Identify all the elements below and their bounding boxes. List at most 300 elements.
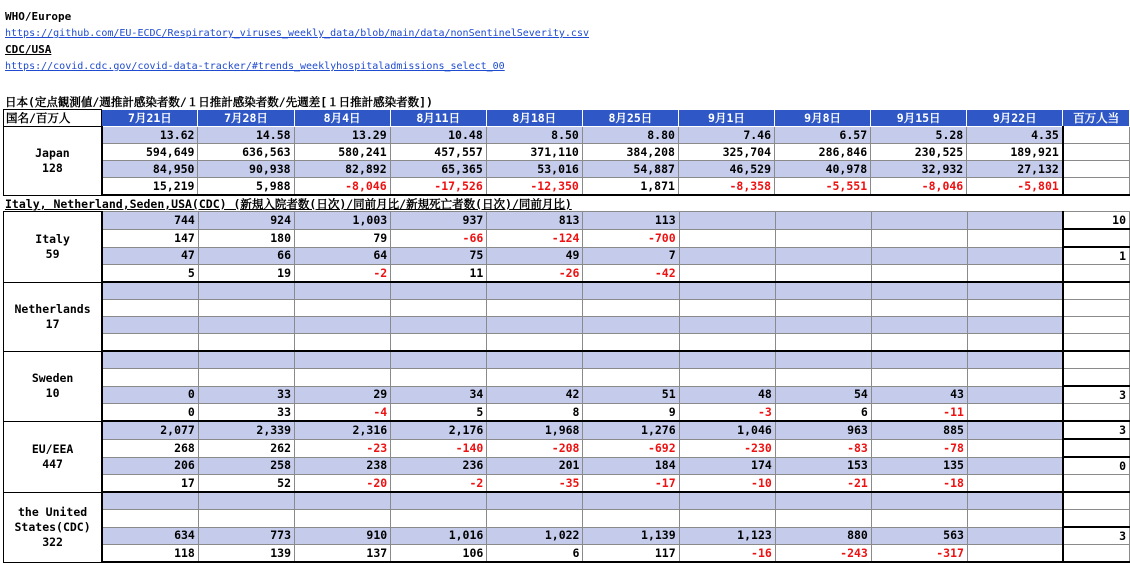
value-cell: -83 xyxy=(775,439,871,457)
value-cell: 0 xyxy=(102,386,198,404)
country-population: 322 xyxy=(42,534,63,549)
per-million-cell xyxy=(1063,161,1130,178)
value-cell xyxy=(102,300,198,317)
value-cell: -16 xyxy=(679,545,775,563)
value-cell xyxy=(295,334,391,352)
value-cell xyxy=(775,351,871,369)
table-row xyxy=(4,527,1130,545)
value-cell: 7 xyxy=(583,247,679,265)
value-cell: 13.29 xyxy=(294,127,390,144)
value-cell: 924 xyxy=(198,212,294,230)
value-cell: 1,003 xyxy=(295,212,391,230)
value-cell: -700 xyxy=(583,229,679,247)
value-cell xyxy=(295,300,391,317)
value-cell: 5 xyxy=(102,265,198,283)
header-row xyxy=(4,110,1130,127)
value-cell: 40,978 xyxy=(775,161,871,178)
country-name: the United xyxy=(17,504,88,519)
value-cell xyxy=(775,334,871,352)
value-cell xyxy=(391,282,487,300)
value-cell xyxy=(487,334,583,352)
value-cell: 384,208 xyxy=(582,144,678,161)
value-cell: 34 xyxy=(391,386,487,404)
table-row xyxy=(4,369,1130,387)
value-cell xyxy=(102,351,198,369)
value-cell: -18 xyxy=(871,475,967,493)
value-cell: 238 xyxy=(295,457,391,475)
value-cell: 594,649 xyxy=(102,144,198,161)
value-cell: 1,016 xyxy=(391,527,487,545)
who-link[interactable]: https://github.com/EU-ECDC/Respiratory_viruses_weekly_data/blob/main/data/nonSentinelSeverity.csv xyxy=(5,28,589,39)
value-cell xyxy=(967,404,1063,422)
value-cell: 258 xyxy=(198,457,294,475)
value-cell: 153 xyxy=(775,457,871,475)
value-cell: 75 xyxy=(391,247,487,265)
value-cell xyxy=(679,265,775,283)
per-million-cell xyxy=(1063,334,1129,352)
value-cell xyxy=(871,265,967,283)
table-row xyxy=(4,161,1130,178)
value-cell xyxy=(583,351,679,369)
table-row xyxy=(4,212,1130,230)
value-cell xyxy=(391,492,487,510)
value-cell: 2,176 xyxy=(391,421,487,439)
value-cell: 117 xyxy=(583,545,679,563)
value-cell: -692 xyxy=(583,439,679,457)
value-cell xyxy=(487,317,583,334)
value-cell xyxy=(967,334,1063,352)
value-cell: 9 xyxy=(583,404,679,422)
value-cell: 42 xyxy=(487,386,583,404)
value-cell xyxy=(391,351,487,369)
date-header: 8月11日 xyxy=(390,110,486,127)
value-cell: 53,016 xyxy=(486,161,582,178)
value-cell: 1,871 xyxy=(582,178,678,196)
japan-table xyxy=(3,109,1130,196)
value-cell: -317 xyxy=(871,545,967,563)
value-cell: 19 xyxy=(198,265,294,283)
value-cell: 189,921 xyxy=(967,144,1063,161)
country-population: 17 xyxy=(45,316,60,331)
country-population: 59 xyxy=(45,246,60,261)
value-cell: 51 xyxy=(583,386,679,404)
country-name: Sweden xyxy=(31,371,74,385)
value-cell: 33 xyxy=(198,386,294,404)
country-name: States(CDC) xyxy=(14,519,91,534)
value-cell xyxy=(967,527,1063,545)
table-row xyxy=(4,386,1130,404)
value-cell xyxy=(871,247,967,265)
value-cell xyxy=(775,229,871,247)
value-cell: 48 xyxy=(679,386,775,404)
per-million-cell: 1 xyxy=(1063,247,1129,265)
value-cell xyxy=(583,369,679,387)
value-cell: 2,316 xyxy=(295,421,391,439)
per-million-cell xyxy=(1063,317,1129,334)
value-cell xyxy=(967,492,1063,510)
value-cell xyxy=(487,351,583,369)
country-cell-sweden xyxy=(4,351,103,421)
value-cell: 11 xyxy=(391,265,487,283)
value-cell: 6 xyxy=(775,404,871,422)
per-million-cell xyxy=(1063,282,1129,300)
value-cell xyxy=(967,510,1063,528)
value-cell xyxy=(391,510,487,528)
date-header: 7月21日 xyxy=(102,110,198,127)
value-cell: -12,350 xyxy=(486,178,582,196)
value-cell: 580,241 xyxy=(294,144,390,161)
value-cell xyxy=(967,229,1063,247)
table-row xyxy=(4,404,1130,422)
value-cell: -3 xyxy=(679,404,775,422)
value-cell: -10 xyxy=(679,475,775,493)
value-cell: 773 xyxy=(198,527,294,545)
value-cell xyxy=(967,475,1063,493)
value-cell xyxy=(967,457,1063,475)
country-cell-japan xyxy=(4,127,102,196)
value-cell: 262 xyxy=(198,439,294,457)
per-million-cell xyxy=(1063,229,1129,247)
value-cell: -124 xyxy=(487,229,583,247)
value-cell xyxy=(295,351,391,369)
value-cell: 180 xyxy=(198,229,294,247)
cdc-link[interactable]: https://covid.cdc.gov/covid-data-tracker/#trends_weeklyhospitaladmissions_select_00 xyxy=(5,61,505,72)
value-cell xyxy=(775,510,871,528)
value-cell: -2 xyxy=(295,265,391,283)
value-cell xyxy=(295,317,391,334)
per-million-cell: 0 xyxy=(1063,457,1129,475)
per-million-header: 百万人当 xyxy=(1063,110,1130,127)
value-cell: 963 xyxy=(775,421,871,439)
value-cell: 118 xyxy=(102,545,198,563)
value-cell xyxy=(487,369,583,387)
value-cell: 46,529 xyxy=(678,161,774,178)
table-row xyxy=(4,492,1130,510)
value-cell xyxy=(967,265,1063,283)
value-cell xyxy=(967,545,1063,563)
value-cell xyxy=(198,492,294,510)
value-cell: -23 xyxy=(295,439,391,457)
value-cell: 184 xyxy=(583,457,679,475)
value-cell: -230 xyxy=(679,439,775,457)
per-million-cell xyxy=(1063,300,1129,317)
value-cell: 813 xyxy=(487,212,583,230)
value-cell xyxy=(871,334,967,352)
date-header: 9月8日 xyxy=(775,110,871,127)
value-cell xyxy=(967,421,1063,439)
date-header: 9月15日 xyxy=(871,110,967,127)
value-cell xyxy=(391,300,487,317)
value-cell: 744 xyxy=(102,212,198,230)
value-cell: 54 xyxy=(775,386,871,404)
value-cell: 6 xyxy=(487,545,583,563)
value-cell: 880 xyxy=(775,527,871,545)
per-million-cell: 3 xyxy=(1063,527,1129,545)
value-cell xyxy=(967,300,1063,317)
value-cell: 65,365 xyxy=(390,161,486,178)
date-header: 9月1日 xyxy=(678,110,774,127)
value-cell: 15,219 xyxy=(102,178,198,196)
value-cell xyxy=(198,317,294,334)
per-million-cell xyxy=(1063,439,1129,457)
value-cell xyxy=(583,334,679,352)
value-cell: 135 xyxy=(871,457,967,475)
value-cell xyxy=(583,510,679,528)
value-cell: 33 xyxy=(198,404,294,422)
cdc-label: CDC/USA xyxy=(5,43,52,56)
country-name: EU/EEA xyxy=(31,441,74,456)
table-row xyxy=(4,334,1130,352)
value-cell xyxy=(198,510,294,528)
value-cell: 0 xyxy=(102,404,198,422)
value-cell xyxy=(775,282,871,300)
table-row xyxy=(4,247,1130,265)
table-row xyxy=(4,229,1130,247)
table-row xyxy=(4,421,1130,439)
country-cell-eueea xyxy=(4,421,103,492)
value-cell: -21 xyxy=(775,475,871,493)
value-cell xyxy=(967,212,1063,230)
per-million-cell xyxy=(1063,404,1129,422)
value-cell xyxy=(391,317,487,334)
value-cell xyxy=(679,300,775,317)
value-cell: 32,932 xyxy=(871,161,967,178)
value-cell xyxy=(487,510,583,528)
country-name: Japan xyxy=(35,145,70,160)
value-cell: 113 xyxy=(583,212,679,230)
per-million-cell xyxy=(1063,178,1130,196)
country-name: Italy xyxy=(35,231,70,246)
value-cell: 13.62 xyxy=(102,127,198,144)
value-cell: -4 xyxy=(295,404,391,422)
value-cell xyxy=(871,212,967,230)
value-cell xyxy=(487,300,583,317)
value-cell: -5,551 xyxy=(775,178,871,196)
value-cell xyxy=(871,282,967,300)
value-cell xyxy=(775,492,871,510)
value-cell xyxy=(679,369,775,387)
value-cell xyxy=(583,282,679,300)
value-cell: 201 xyxy=(487,457,583,475)
value-cell: 910 xyxy=(295,527,391,545)
value-cell: -11 xyxy=(871,404,967,422)
value-cell: 4.35 xyxy=(967,127,1063,144)
per-million-cell: 3 xyxy=(1063,386,1129,404)
table-row xyxy=(4,127,1130,144)
value-cell: 1,123 xyxy=(679,527,775,545)
value-cell: -243 xyxy=(775,545,871,563)
value-cell: 1,022 xyxy=(487,527,583,545)
value-cell: 636,563 xyxy=(198,144,294,161)
value-cell xyxy=(679,510,775,528)
table-row xyxy=(4,351,1130,369)
value-cell xyxy=(679,317,775,334)
value-cell xyxy=(102,282,198,300)
value-cell: 139 xyxy=(198,545,294,563)
value-cell xyxy=(967,282,1063,300)
value-cell: 17 xyxy=(102,475,198,493)
value-cell xyxy=(775,300,871,317)
value-cell: 79 xyxy=(295,229,391,247)
value-cell xyxy=(295,282,391,300)
value-cell xyxy=(967,386,1063,404)
country-cell-usa xyxy=(4,492,103,562)
value-cell xyxy=(102,369,198,387)
value-cell: 5.28 xyxy=(871,127,967,144)
table-row xyxy=(4,282,1130,300)
value-cell xyxy=(967,351,1063,369)
value-cell xyxy=(967,317,1063,334)
per-million-cell: 3 xyxy=(1063,421,1129,439)
who-label: WHO/Europe xyxy=(5,10,72,23)
value-cell: 29 xyxy=(295,386,391,404)
country-cell-italy xyxy=(4,212,103,283)
value-cell xyxy=(198,282,294,300)
value-cell xyxy=(871,300,967,317)
table-row xyxy=(4,439,1130,457)
value-cell: -17,526 xyxy=(390,178,486,196)
value-cell: 82,892 xyxy=(294,161,390,178)
per-million-cell: 10 xyxy=(1063,212,1129,230)
value-cell: 54,887 xyxy=(582,161,678,178)
value-cell: 49 xyxy=(487,247,583,265)
value-cell: 90,938 xyxy=(198,161,294,178)
country-cell-netherlands xyxy=(4,282,103,351)
table-row xyxy=(4,317,1130,334)
hospital-table-title: Italy, Netherland,Seden,USA(CDC) (新規入院者数(日次)/同前月比/新規死亡者数(日次)/同前月比) xyxy=(5,197,572,211)
japan-table-title: 日本(定点観測値/週推計感染者数/１日推計感染者数/先週差[１日推計感染者数]) xyxy=(5,95,433,109)
value-cell: 64 xyxy=(295,247,391,265)
value-cell: -208 xyxy=(487,439,583,457)
value-cell xyxy=(775,247,871,265)
hospital-admissions-table xyxy=(3,211,1130,563)
value-cell xyxy=(871,229,967,247)
value-cell xyxy=(775,369,871,387)
date-header: 8月25日 xyxy=(582,110,678,127)
value-cell: 5 xyxy=(391,404,487,422)
value-cell: 47 xyxy=(102,247,198,265)
table-row xyxy=(4,300,1130,317)
table-row xyxy=(4,144,1130,161)
value-cell: 6.57 xyxy=(775,127,871,144)
value-cell xyxy=(871,369,967,387)
value-cell xyxy=(871,317,967,334)
value-cell xyxy=(102,317,198,334)
per-million-cell xyxy=(1063,351,1129,369)
value-cell xyxy=(198,369,294,387)
value-cell xyxy=(871,351,967,369)
value-cell xyxy=(775,212,871,230)
value-cell xyxy=(391,334,487,352)
value-cell: 106 xyxy=(391,545,487,563)
value-cell: 286,846 xyxy=(775,144,871,161)
value-cell xyxy=(198,334,294,352)
value-cell: 371,110 xyxy=(486,144,582,161)
value-cell xyxy=(775,317,871,334)
value-cell: 52 xyxy=(198,475,294,493)
value-cell: 27,132 xyxy=(967,161,1063,178)
value-cell: -5,801 xyxy=(967,178,1063,196)
value-cell xyxy=(679,247,775,265)
value-cell: 236 xyxy=(391,457,487,475)
value-cell: 5,988 xyxy=(198,178,294,196)
date-header: 7月28日 xyxy=(198,110,294,127)
table-row xyxy=(4,545,1130,563)
value-cell xyxy=(967,369,1063,387)
value-cell xyxy=(295,369,391,387)
value-cell: -8,046 xyxy=(871,178,967,196)
country-population: 10 xyxy=(45,386,60,400)
value-cell xyxy=(583,492,679,510)
date-header: 9月22日 xyxy=(967,110,1063,127)
value-cell xyxy=(967,439,1063,457)
value-cell: 1,968 xyxy=(487,421,583,439)
country-header: 国名/百万人 xyxy=(4,110,102,127)
country-population: 447 xyxy=(42,456,63,471)
value-cell: 2,339 xyxy=(198,421,294,439)
value-cell: 14.58 xyxy=(198,127,294,144)
per-million-cell xyxy=(1063,127,1130,144)
country-population: 128 xyxy=(42,160,63,175)
value-cell xyxy=(295,510,391,528)
value-cell xyxy=(967,247,1063,265)
value-cell: 937 xyxy=(391,212,487,230)
value-cell: 885 xyxy=(871,421,967,439)
table-row xyxy=(4,178,1130,196)
value-cell xyxy=(871,492,967,510)
per-million-cell xyxy=(1063,545,1129,563)
value-cell: 174 xyxy=(679,457,775,475)
value-cell xyxy=(198,300,294,317)
value-cell: -20 xyxy=(295,475,391,493)
value-cell xyxy=(775,265,871,283)
value-cell: 10.48 xyxy=(390,127,486,144)
per-million-cell xyxy=(1063,510,1129,528)
value-cell: -42 xyxy=(583,265,679,283)
value-cell xyxy=(679,229,775,247)
value-cell xyxy=(679,282,775,300)
value-cell: 2,077 xyxy=(102,421,198,439)
value-cell: -66 xyxy=(391,229,487,247)
value-cell: -17 xyxy=(583,475,679,493)
table-row xyxy=(4,457,1130,475)
value-cell: 1,046 xyxy=(679,421,775,439)
value-cell: -2 xyxy=(391,475,487,493)
value-cell: 230,525 xyxy=(871,144,967,161)
value-cell: -78 xyxy=(871,439,967,457)
per-million-cell xyxy=(1063,475,1129,493)
date-header: 8月4日 xyxy=(294,110,390,127)
value-cell: 1,276 xyxy=(583,421,679,439)
value-cell: 1,139 xyxy=(583,527,679,545)
value-cell: -35 xyxy=(487,475,583,493)
value-cell: -8,358 xyxy=(678,178,774,196)
value-cell xyxy=(679,492,775,510)
value-cell: 457,557 xyxy=(390,144,486,161)
value-cell: 147 xyxy=(102,229,198,247)
value-cell xyxy=(102,510,198,528)
value-cell xyxy=(487,492,583,510)
value-cell: -140 xyxy=(391,439,487,457)
table-row xyxy=(4,475,1130,493)
value-cell xyxy=(871,510,967,528)
value-cell xyxy=(198,351,294,369)
per-million-cell xyxy=(1063,144,1130,161)
value-cell: 325,704 xyxy=(678,144,774,161)
value-cell xyxy=(583,317,679,334)
value-cell xyxy=(295,492,391,510)
value-cell xyxy=(679,351,775,369)
